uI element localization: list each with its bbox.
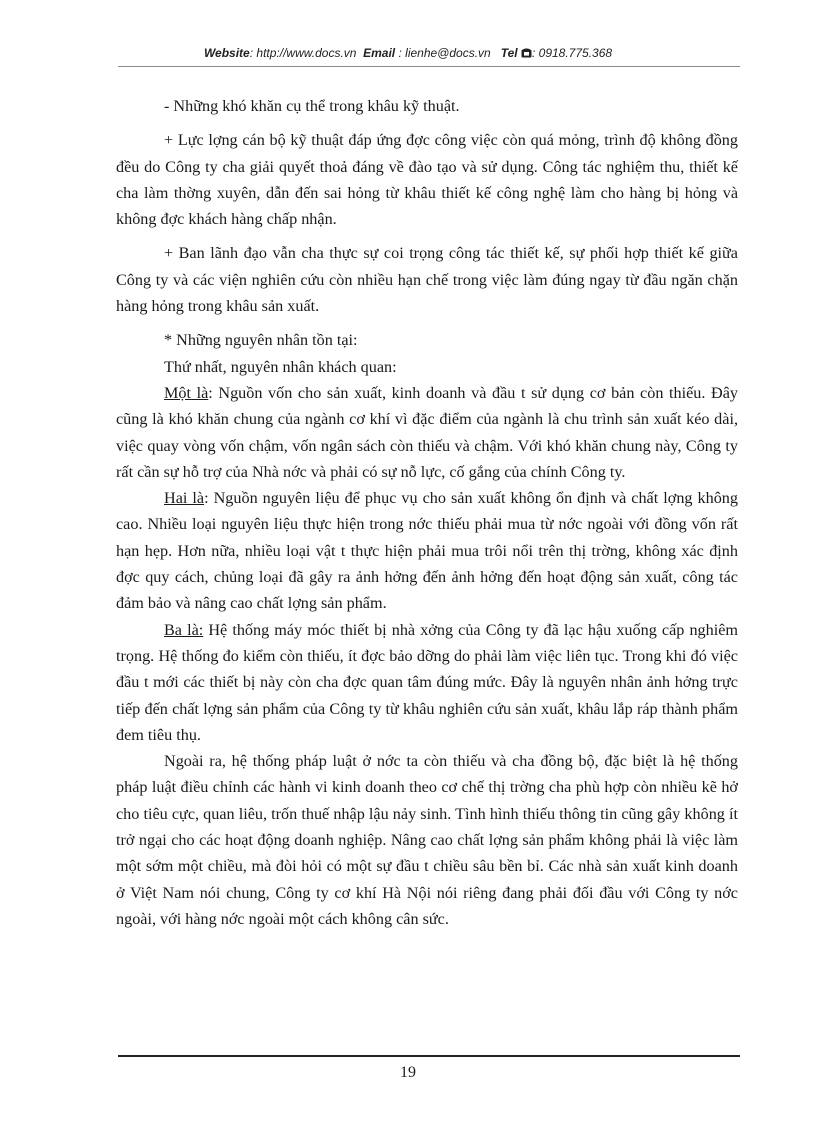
footer-rule [118,1055,740,1057]
tel-label: Tel [500,46,518,60]
paragraph-legal-system: Ngoài ra, hệ thống pháp luật ở nớc ta còn thiếu và cha đồng bộ, đặc biệt là hệ thống pháp luật điều chỉnh các hành vi kinh doanh theo cơ chế thị trờng cha phù hợp còn nhiều kẽ hở cho tiêu cực, quan liêu, trốn thuế nhập lậu nảy sinh. Tình hình thiếu thông tin cũng gây không ít trở ngại cho các hoạt động doanh nghiệp. Nâng cao chất lợng sản phẩm không phải là việc làm một sớm một chiều, mà đòi hỏi có một sự đầu t chiều sâu bền bỉ. Các nhà sản xuất kinh doanh ở Việt Nam nói chung, Công ty cơ khí Hà Nội nói riêng đang phải đối đầu với Công ty nớc ngoài, với hàng nớc ngoài một cách không cân sức. [116,752,738,928]
cause-three-text: Hệ thống máy móc thiết bị nhà xởng của Công ty đã lạc hậu xuống cấp nghiêm trọng. Hệ thống đo kiểm còn thiếu, ít đợc bảo dỡng do phải làm việc liên tục. Trong khi đó việc đầu t mới các thiết bị này còn cha đợc quan tâm đúng mức. Đây là nguyên nhân ảnh hởng trực tiếp đến chất lợng sản phẩm của Công ty từ khâu nghiên cứu sản xuất, khâu lắp ráp thành phẩm đem tiêu thụ. [116,620,738,744]
paragraph-technical-difficulties: - Những khó khăn cụ thể trong khâu kỹ thuật. [164,97,460,115]
phone-icon [521,47,532,61]
paragraph-cause-two [116,485,738,616]
paragraph-objective-causes: Thứ nhất, nguyên nhân khách quan: [164,357,397,376]
paragraph-causes-heading: * Những nguyên nhân tồn tại: [164,331,358,350]
page-header [0,46,816,61]
email-address[interactable]: : lienhe@docs.vn [398,46,491,60]
paragraph-technical-staff: + Lực lợng cán bộ kỹ thuật đáp ứng đợc công việc còn quá mỏng, trình độ không đồng đều do Công ty cha giải quyết thoả đáng về đào tạo và sử dụng. Công tác nghiệm thu, thiết kế cha làm thờng xuyên, dẫn đến sai hỏng từ khâu thiết kế công nghệ làm cho hàng bị hỏng và không đợc khách hàng chấp nhận. [116,131,738,229]
email-label: Email [363,46,396,60]
cause-two-text: : Nguồn nguyên liệu để phục vụ cho sản xuất không ổn định và chất lợng không cao. Nhiều loại nguyên liệu thực hiện trong nớc thiếu phải mua từ nớc ngoài với đồng vốn rất hạn hẹp. Hơn nữa, nhiều loại vật t thực hiện phải mua trôi nổi trên thị trờng, không xác định đợc quy cách, chủng loại đã gây ra ảnh hởng đến ảnh hởng đến hoạt động sản xuất, công tác đảm bảo và nâng cao chất lợng sản phẩm. [116,489,738,613]
document-body [116,93,738,932]
paragraph-leadership: + Ban lãnh đạo vẫn cha thực sự coi trọng công tác thiết kế, sự phối hợp thiết kế giữa Công ty và các viện nghiên cứu còn nhiều hạn chế trong việc làm đúng ngay từ đầu ngăn chặn hàng hỏng trong khâu sản xuất. [116,244,738,316]
website-label: Website [203,46,250,60]
page-number: 19 [400,1064,416,1081]
cause-one-label: Một là [164,383,209,402]
header-rule [118,66,740,67]
cause-one-text: : Nguồn vốn cho sản xuất, kinh doanh và đầu t sử dụng cơ bản còn thiếu. Đây cũng là khó khăn chung của ngành cơ khí vì đặc điểm của ngành là chu trình sản xuất kéo dài, việc quay vòng vốn chậm, vốn ngân sách còn thiếu và chậm. Với khó khăn chung này, Công ty rất cần sự hỗ trợ của Nhà nớc và phải có sự nỗ lực, cố gắng của chính Công ty. [116,383,738,481]
tel-number: : 0918.775.368 [531,46,613,60]
website-url[interactable]: : http://www.docs.vn [249,46,357,60]
cause-three-label: Ba là: [164,620,204,639]
paragraph-cause-three [116,617,738,748]
cause-two-label: Hai là [164,489,205,508]
paragraph-cause-one [116,380,738,485]
